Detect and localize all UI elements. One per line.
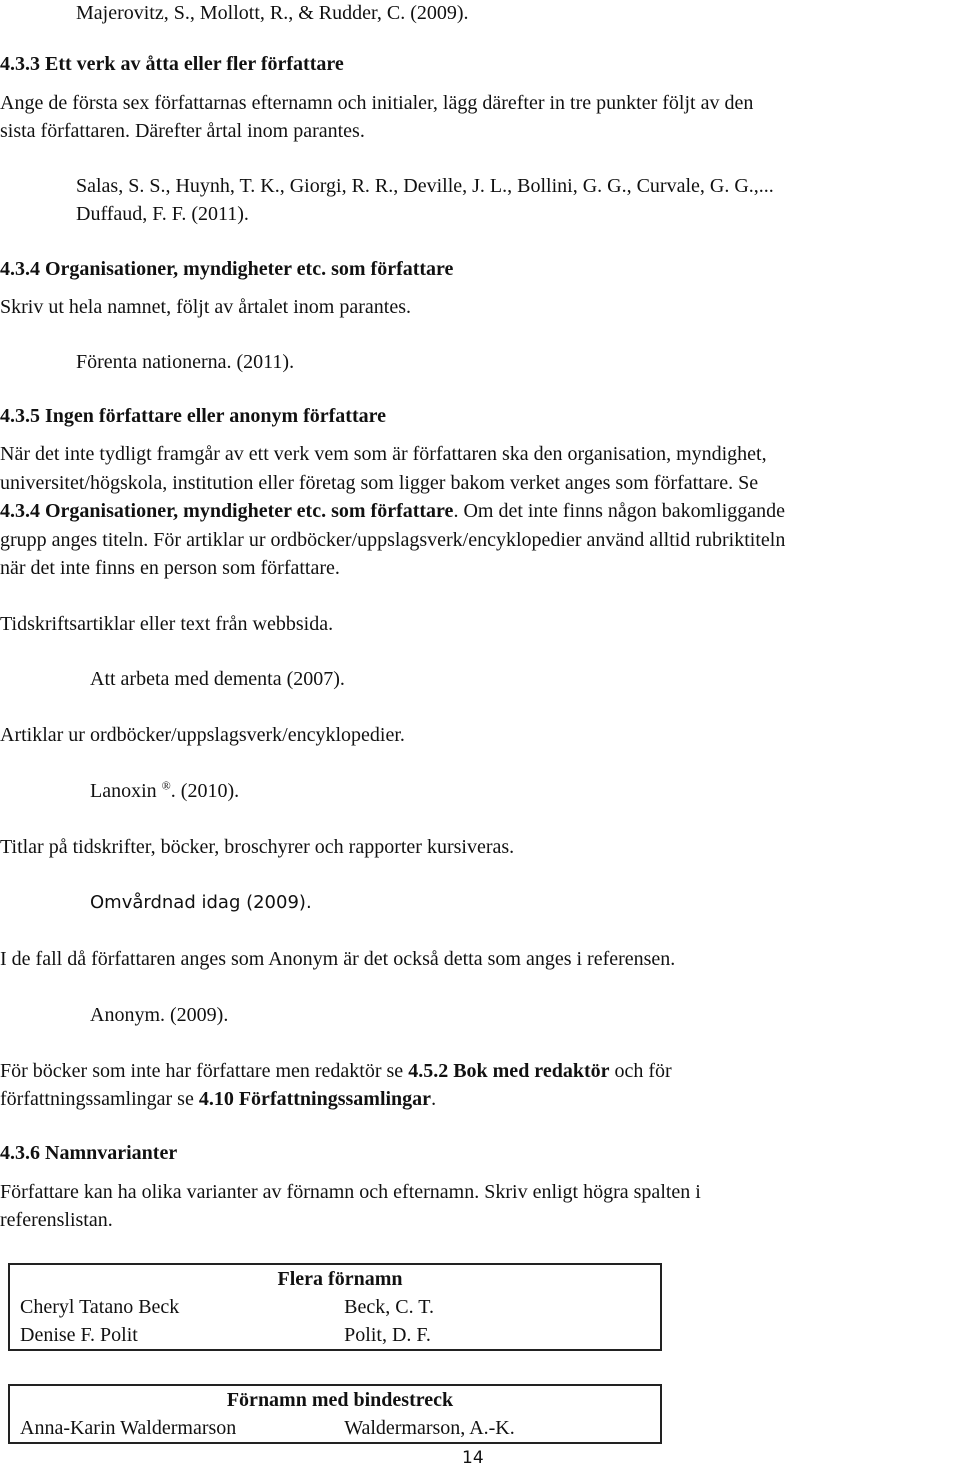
paragraph-4-3-3-line1: Ange de första sex författarnas efternamn och initialer, lägg därefter in tre punkter följt av den <box>0 92 754 114</box>
paragraph-4-3-5-line2: universitet/högskola, institution eller företag som ligger bakom verket anges som författare. Se <box>0 472 759 494</box>
paragraph-4-3-5-line1: När det inte tydligt framgår av ett verk vem som är författaren ska den organisation, myndighet, <box>0 443 767 465</box>
heading-4-3-3: 4.3.3 Ett verk av åtta eller fler författare <box>0 53 344 75</box>
bocker-text-d: författningssamlingar se <box>0 1088 199 1110</box>
paragraph-4-3-5-line4: grupp anges titeln. För artiklar ur ordböcker/uppslagsverk/encyklopedier använd alltid rubriktiteln <box>0 529 786 551</box>
example-lanoxin <box>90 779 239 803</box>
crossref-4-3-4: 4.3.4 Organisationer, myndigheter etc. som författare <box>0 500 454 522</box>
bocker-text-c: och för <box>609 1060 672 1082</box>
paragraph-4-3-6-line1: Författare kan ha olika varianter av förnamn och efternamn. Skriv enligt högra spalten i <box>0 1181 701 1203</box>
names-table-hyphenated-first-names <box>8 1384 662 1444</box>
name-original: Anna-Karin Waldermarson <box>9 1414 334 1443</box>
crossref-4-10: 4.10 Författningssamlingar <box>198 1088 432 1110</box>
table-header-flera-fornamn: Flera förnamn <box>9 1264 661 1293</box>
paragraph-4-3-5-line3 <box>0 499 785 523</box>
example-omvardnad: Omvårdnad idag (2009). <box>90 892 312 913</box>
names-table-multiple-first-names <box>8 1263 662 1351</box>
paragraph-4-3-4: Skriv ut hela namnet, följt av årtalet inom parantes. <box>0 296 411 318</box>
paragraph-4-3-6-line2: referenslistan. <box>0 1209 113 1231</box>
paragraph-tidskrift: Tidskriftsartiklar eller text från webbsida. <box>0 613 334 635</box>
registered-mark: ® <box>161 778 171 793</box>
example-forenta-nationerna: Förenta nationerna. (2011). <box>76 351 295 373</box>
crossref-4-5-2: 4.5.2 Bok med redaktör <box>408 1060 610 1082</box>
page-number: 14 <box>462 1448 484 1468</box>
example-anonym: Anonym. (2009). <box>90 1004 229 1026</box>
bocker-text-period: . <box>431 1088 437 1110</box>
heading-4-3-4: 4.3.4 Organisationer, myndigheter etc. som författare <box>0 258 454 280</box>
heading-4-3-5: 4.3.5 Ingen författare eller anonym författare <box>0 405 387 427</box>
example-att-arbeta: Att arbeta med dementa (2007). <box>90 668 345 690</box>
table-row <box>9 1414 661 1443</box>
lanoxin-name: Lanoxin <box>90 780 157 802</box>
paragraph-4-3-5-line3-rest: . Om det inte finns någon bakomliggande <box>453 500 786 522</box>
paragraph-artiklar: Artiklar ur ordböcker/uppslagsverk/encyklopedier. <box>0 724 405 746</box>
paragraph-anonym: I de fall då författaren anges som Anonym är det också detta som anges i referensen. <box>0 948 676 970</box>
example-salas-line2: Duffaud, F. F. (2011). <box>76 203 249 225</box>
paragraph-4-3-5-line5: när det inte finns en person som författare. <box>0 557 340 579</box>
name-original: Denise F. Polit <box>9 1321 334 1350</box>
table-header-fornamn-med-bindestreck: Förnamn med bindestreck <box>9 1385 661 1414</box>
paragraph-bocker-line1 <box>0 1059 672 1083</box>
example-salas-line1: Salas, S. S., Huynh, T. K., Giorgi, R. R., Deville, J. L., Bollini, G. G., Curvale, G. G.,... <box>76 175 774 197</box>
table-row <box>9 1293 661 1321</box>
bocker-text-a: För böcker som inte har författare men redaktör se <box>0 1060 409 1082</box>
heading-4-3-6: 4.3.6 Namnvarianter <box>0 1142 178 1164</box>
paragraph-bocker-line2 <box>0 1087 436 1111</box>
lanoxin-year: . (2010). <box>170 780 240 802</box>
paragraph-4-3-3-line2: sista författaren. Därefter årtal inom parantes. <box>0 120 365 142</box>
table-row <box>9 1321 661 1350</box>
name-original: Cheryl Tatano Beck <box>9 1293 334 1321</box>
reference-majerovitz: Majerovitz, S., Mollott, R., & Rudder, C. (2009). <box>76 2 469 24</box>
name-reference: Polit, D. F. <box>334 1321 661 1350</box>
paragraph-titlar: Titlar på tidskrifter, böcker, broschyrer och rapporter kursiveras. <box>0 836 515 858</box>
name-reference: Waldermarson, A.-K. <box>334 1414 661 1443</box>
name-reference: Beck, C. T. <box>334 1293 661 1321</box>
